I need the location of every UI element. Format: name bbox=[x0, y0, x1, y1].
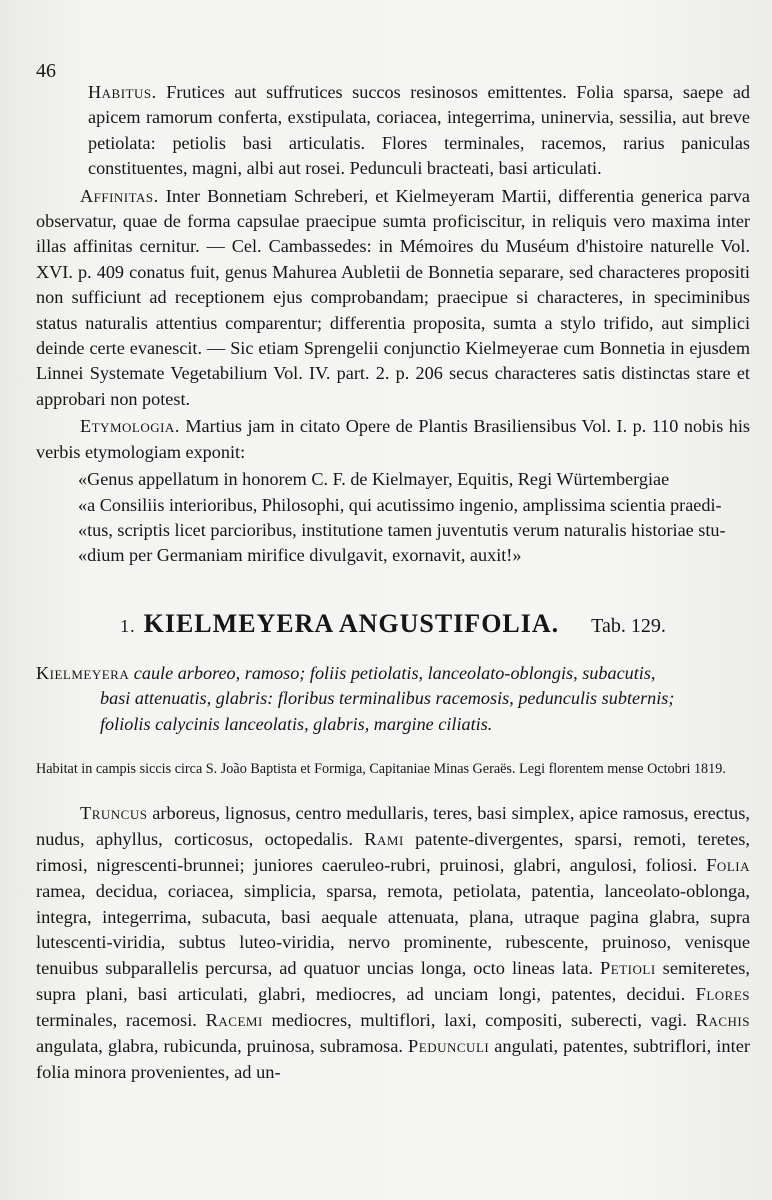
diagnosis-line-3: foliolis calycinis lanceolatis, glabris, margine ciliatis. bbox=[100, 713, 493, 734]
petioli-label: Petioli bbox=[600, 958, 656, 979]
species-heading bbox=[36, 609, 750, 639]
habitus-label: Habitus. bbox=[88, 82, 157, 102]
etymology-quote bbox=[36, 467, 750, 569]
truncus-text: arboreus, lignosus, centro medullaris, teres, basi simplex, apice ramosus, erectus, nudus, aphyllus, corticosus, octopedalis. bbox=[36, 802, 750, 849]
affinitas-text: Inter Bonnetiam Schreberi, et Kielmeyeram Martii, differentia generica parva observatur, quae de forma capsulae praecipue sumta proficiscitur, in reliquis vero maxima inter illas affinitas cernitur. — Cel. Cambassedes: in Mémoires du Muséum d'histoire naturelle Vol. XVI. p. 409 conatus fuit, genus Mahurea Aubletii de Bonnetia separare, sed characteres propositi non sufficiunt ad receptionem ejus comprobandam; praecipue si characteres, in speciminibus status naturalis attentius comparentur; differentia proposita, sumta a stylo trifido, aut simplici deinde certe evanescit. — Sic etiam Sprengelii conjunctio Kielmeyerae cum Bonnetia in ejusdem Linnei Systemate Vegetabilium Vol. IV. part. 2. p. 206 secus characteres satis distinctas stare et approbari non potest. bbox=[36, 185, 750, 409]
species-name: KIELMEYERA ANGUSTIFOLIA. bbox=[143, 608, 560, 638]
page-number: 46 bbox=[36, 60, 56, 82]
truncus-label: Truncus bbox=[80, 802, 148, 823]
affinitas-paragraph bbox=[36, 184, 750, 413]
diagnosis-line-2: basi attenuatis, glabris: floribus terminalibus racemosis, pedunculis subternis; bbox=[100, 688, 675, 709]
etymologia-text: Martius jam in citato Opere de Plantis Brasiliensibus Vol. I. p. 110 nobis his verbis etymologiam exponit: bbox=[36, 416, 750, 462]
etymologia-paragraph bbox=[36, 414, 750, 465]
diagnosis-genus: Kielmeyera bbox=[36, 662, 130, 683]
species-number: 1. bbox=[120, 615, 136, 636]
diagnosis-line-1 bbox=[36, 661, 750, 686]
habitat-note: Habitat in campis siccis circa S. João Baptista et Formiga, Capitaniae Minas Geraës. Legi florentem mense Octobri 1819. bbox=[36, 760, 726, 777]
description-paragraph bbox=[36, 801, 750, 1086]
rachis-label: Rachis bbox=[695, 1010, 750, 1031]
rami-label: Rami bbox=[364, 828, 404, 849]
folia-label: Folia bbox=[706, 854, 750, 875]
diagnosis-text-1: caule arboreo, ramoso; foliis petiolatis, lanceolato-oblongis, subacutis, bbox=[129, 662, 656, 683]
folia-text: ramea, decidua, coriacea, simplicia, sparsa, remota, petiolata, patentia, lanceolato-oblonga, integra, integerrima, subacuta, basi aequale attenuata, plana, utraque pagina glabra, supra lutescenti-viridia, subtus luteo-viridia, nervo prominente, rubescente, pruinoso, venisque tenuibus subparallelis percursa, ad quatuor uncias longa, octo lineas lata. bbox=[36, 880, 750, 979]
affinitas-label: Affinitas. bbox=[80, 185, 159, 206]
quote-line: «tus, scriptis licet parcioribus, institutione tamen juventutis verum naturalis historiae stu- bbox=[78, 519, 726, 540]
species-diagnosis bbox=[36, 661, 750, 737]
petioli-text: semiteretes, supra plani, basi articulati, glabri, mediocres, ad unciam longi, patentes, decidui. bbox=[36, 958, 750, 1005]
pedunculi-text: angulati, patentes, subtriflori, inter folia minora provenientes, ad un- bbox=[36, 1036, 750, 1082]
habitus-paragraph bbox=[88, 80, 750, 182]
rachis-text: angulata, glabra, rubicunda, pruinosa, subramosa. bbox=[36, 1036, 403, 1057]
quote-line: «a Consiliis interioribus, Philosophi, qui acutissimo ingenio, amplissima scientia praedi- bbox=[78, 494, 722, 515]
racemi-label: Racemi bbox=[205, 1010, 263, 1031]
quote-line: «Genus appellatum in honorem C. F. de Kielmayer, Equitis, Regi Würtembergiae bbox=[78, 469, 670, 490]
flores-text: terminales, racemosi. bbox=[36, 1010, 197, 1031]
habitus-text: Frutices aut suffrutices succos resinosos emittentes. Folia sparsa, saepe ad apicem ramorum conferta, exstipulata, coriacea, integerrima, uninervia, sessilia, aut breve petiolata: petiolis basi articulatis. Flores terminales, racemos, rarius paniculas constituentes, magni, albi aut rosei. Pedunculi bracteati, basi articulati. bbox=[88, 82, 750, 179]
etymologia-label: Etymologia. bbox=[80, 416, 180, 437]
pedunculi-label: Pedunculi bbox=[408, 1036, 490, 1057]
quote-line: «dium per Germaniam mirifice divulgavit, exornavit, auxit!» bbox=[78, 545, 522, 566]
plate-reference: Tab. 129. bbox=[591, 614, 666, 637]
rami-text: patente-divergentes, sparsi, remoti, teretes, rimosi, nigrescenti-brunnei; juniores caeruleo-rubri, pruinosi, glabri, angulosi, foliosi. bbox=[36, 828, 751, 875]
flores-label: Flores bbox=[695, 984, 750, 1005]
racemi-text: mediocres, multiflori, laxi, compositi, suberecti, vagi. bbox=[262, 1010, 687, 1031]
